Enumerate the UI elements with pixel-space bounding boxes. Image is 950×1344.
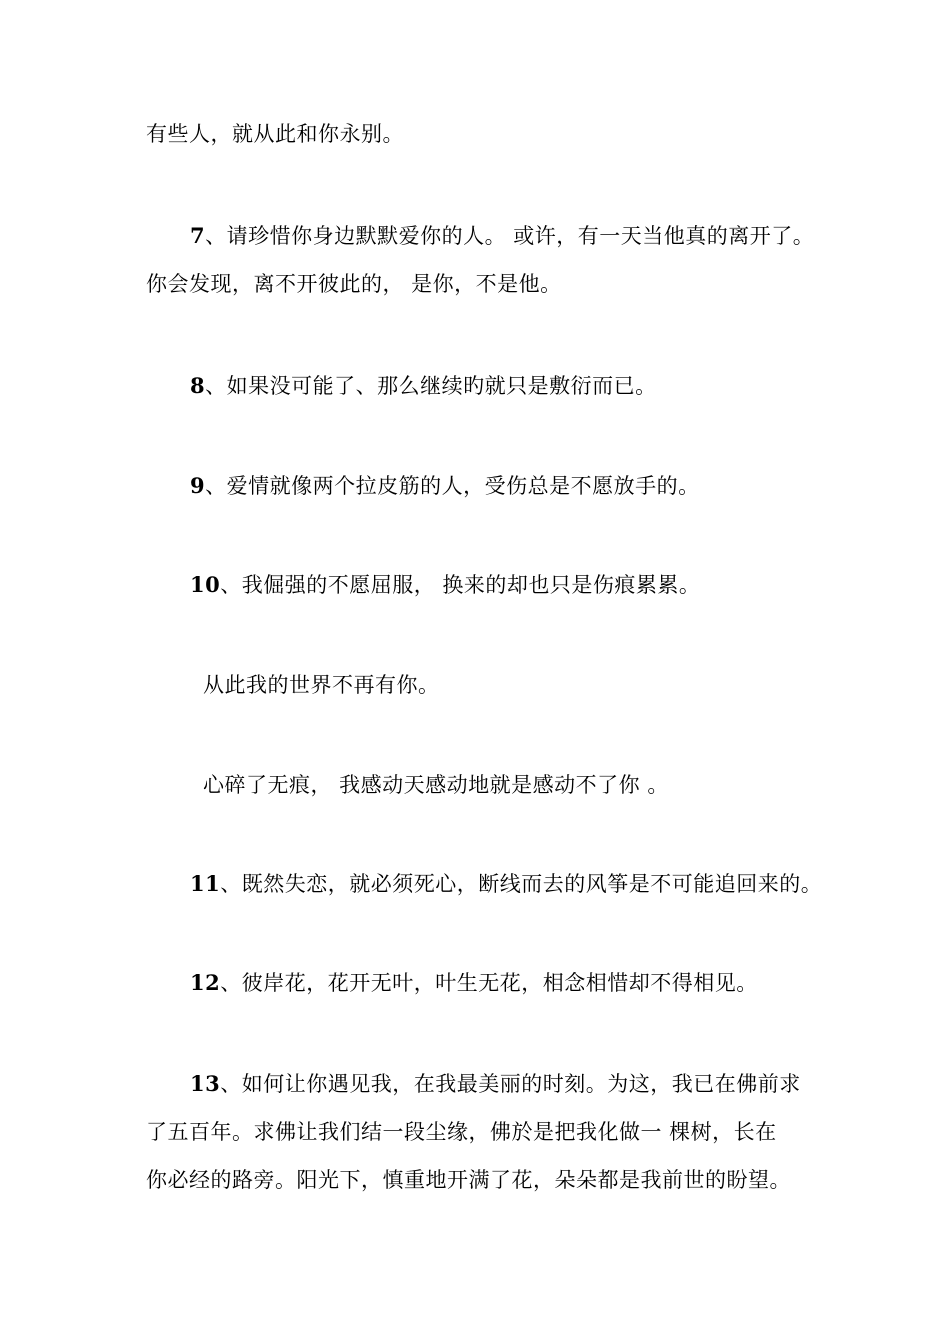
- item-number: 10: [190, 572, 221, 597]
- paragraph-13-line-3: 你必经的路旁。阳光下，慎重地开满了花，朵朵都是我前世的盼望。: [146, 1168, 791, 1192]
- paragraph-line: 从此我的世界不再有你。: [203, 673, 440, 697]
- paragraph-9-line: 9、爱情就像两个拉皮筋的人，受伤总是不愿放手的。: [190, 473, 700, 498]
- item-number: 13: [190, 1071, 221, 1096]
- item-number: 12: [190, 970, 221, 995]
- paragraph-7-line-1: 7、请珍惜你身边默默爱你的人。 或许，有一天当他真的离开了。: [190, 223, 815, 248]
- paragraph-line: 有些人，就从此和你永别。: [146, 122, 404, 146]
- item-number: 11: [190, 871, 221, 896]
- paragraph-10-line: 10、我倔强的不愿屈服， 换来的却也只是伤痕累累。: [190, 572, 701, 597]
- paragraph-12-line: 12、彼岸花，花开无叶，叶生无花，相念相惜却不得相见。: [190, 970, 758, 995]
- paragraph-13-line-2: 了五百年。求佛让我们结一段尘缘，佛於是把我化做一 棵树，长在: [146, 1120, 777, 1144]
- paragraph-13-line-1: 13、如何让你遇见我，在我最美丽的时刻。为这，我已在佛前求: [190, 1071, 801, 1096]
- item-number: 7: [190, 223, 206, 248]
- item-number: 9: [190, 473, 206, 498]
- paragraph-line: 心碎了无痕， 我感动天感动地就是感动不了你 。: [203, 773, 669, 797]
- paragraph-11-line: 11、既然失恋，就必须死心，断线而去的风筝是不可能追回来的。: [190, 871, 823, 896]
- item-number: 8: [190, 373, 206, 398]
- paragraph-8-line: 8、如果没可能了、那么继续旳就只是敷衍而已。: [190, 373, 657, 398]
- paragraph-7-line-2: 你会发现，离不开彼此的， 是你，不是他。: [146, 272, 562, 296]
